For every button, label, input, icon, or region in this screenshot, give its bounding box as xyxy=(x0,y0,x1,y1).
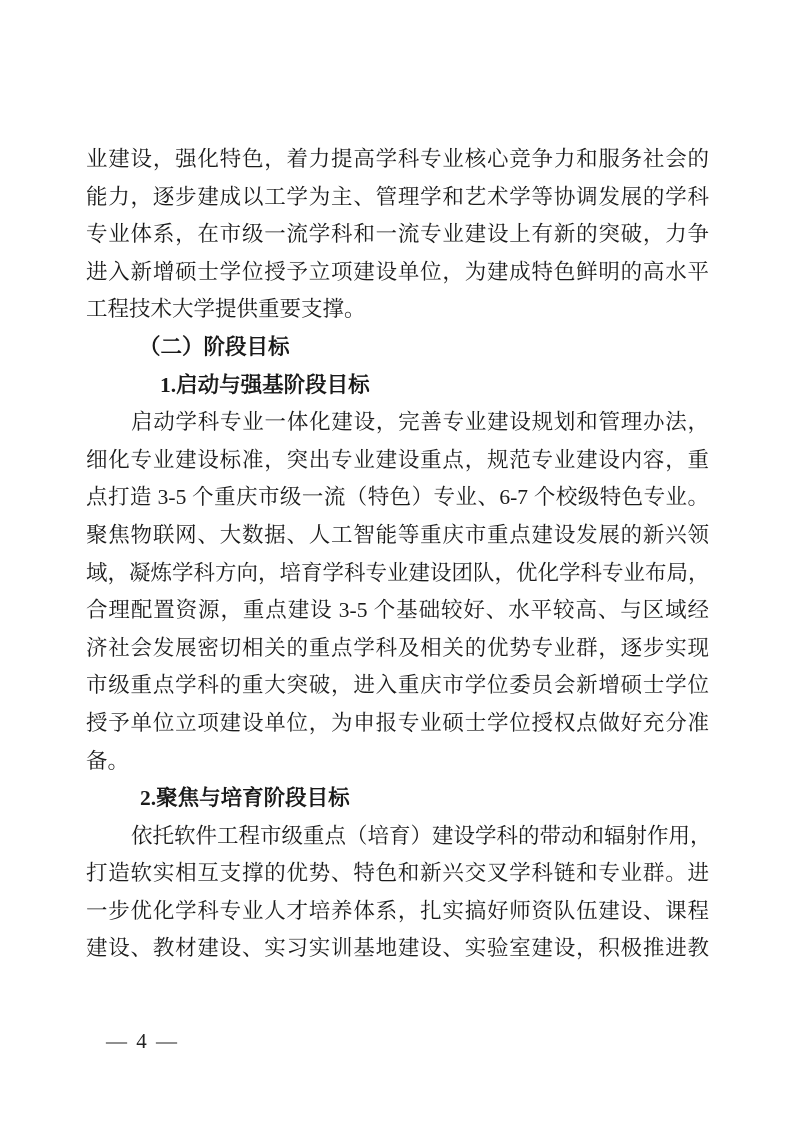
paragraph-line: 聚焦物联网、大数据、人工智能等重庆市重点建设发展的新兴领 xyxy=(86,522,709,547)
paragraph-line: 建设、教材建设、实习实训基地建设、实验室建设，积极推进教 xyxy=(86,936,709,961)
document-body xyxy=(86,141,712,968)
paragraph-line: 业建设，强化特色，着力提高学科专业核心竞争力和服务社会的 xyxy=(86,147,709,171)
paragraph-line: 一步优化学科专业人才培养体系，扎实搞好师资队伍建设、课程 xyxy=(86,898,709,923)
subsection-heading-2: 2.聚焦与培育阶段目标 xyxy=(140,786,350,811)
section-heading: （二）阶段目标 xyxy=(139,334,290,359)
paragraph-line: 授予单位立项建设单位，为申报专业硕士学位授权点做好充分准 xyxy=(86,710,709,735)
paragraph-line: 济社会发展密切相关的重点学科及相关的优势专业群，逐步实现 xyxy=(86,635,709,660)
paragraph-line: 工程技术大学提供重要支撑。 xyxy=(86,297,366,322)
page-footer xyxy=(106,1028,179,1054)
paragraph-line: 进入新增硕士学位授予立项建设单位，为建成特色鲜明的高水平 xyxy=(86,259,709,284)
subsection-heading-1: 1.启动与强基阶段目标 xyxy=(160,372,370,397)
page-number: — 4 — xyxy=(106,1029,179,1053)
paragraph-line: 启动学科专业一体化建设，完善专业建设规划和管理办法， xyxy=(131,410,709,435)
paragraph-line: 细化专业建设标准，突出专业建设重点，规范专业建设内容，重 xyxy=(86,447,709,472)
paragraph-line: 点打造 3-5 个重庆市级一流（特色）专业、6-7 个校级特色专业。 xyxy=(86,485,709,510)
paragraph-line: 市级重点学科的重大突破，进入重庆市学位委员会新增硕士学位 xyxy=(86,673,709,698)
paragraph-line: 能力，逐步建成以工学为主、管理学和艺术学等协调发展的学科 xyxy=(86,184,709,209)
paragraph-line: 专业体系，在市级一流学科和一流专业建设上有新的突破，力争 xyxy=(86,222,709,247)
paragraph-line: 打造软实相互支撑的优势、特色和新兴交叉学科链和专业群。进 xyxy=(86,861,709,886)
paragraph-line: 备。 xyxy=(86,748,130,773)
paragraph-line: 依托软件工程市级重点（培育）建设学科的带动和辐射作用， xyxy=(131,823,712,848)
paragraph-line: 域，凝炼学科方向，培育学科专业建设团队，优化学科专业布局， xyxy=(86,560,710,585)
paragraph-line: 合理配置资源，重点建设 3-5 个基础较好、水平较高、与区域经 xyxy=(86,598,709,623)
